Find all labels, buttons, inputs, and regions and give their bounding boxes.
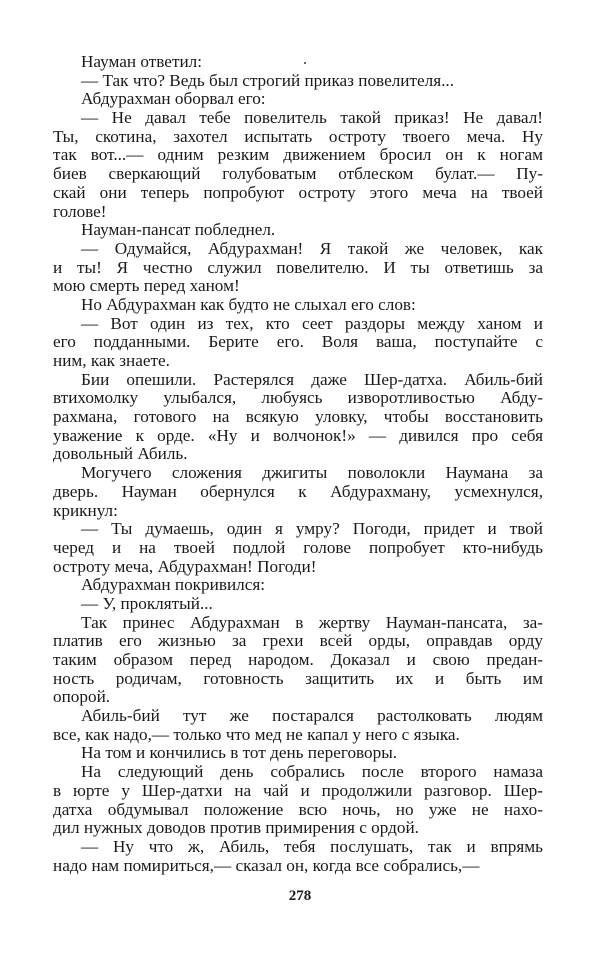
book-page-body xyxy=(53,53,543,875)
text-line: На том и кончились в тот день переговоры. xyxy=(81,743,398,763)
text-line: таким образом перед народом. Доказал и свою предан- xyxy=(53,650,543,669)
text-line: Абдурахман покривился: xyxy=(81,575,266,595)
text-line: — Одумайся, Абдурахман! Я такой же человек, как xyxy=(81,238,543,258)
text-line: — Ты думаешь, один я умру? Погоди, придет и твой xyxy=(81,519,543,539)
text-line: все, как надо,— только что мед не капал у него с языка. xyxy=(53,724,460,744)
text-line: мою смерть перед ханом! xyxy=(53,276,240,296)
text-line: дверь. Науман обернулся к Абдурахману, усмехнулся, xyxy=(53,481,543,501)
text-line: Могучего сложения джигиты поволокли Наумана за xyxy=(81,463,543,483)
text-line: скай они теперь попробуют остроту этого меча на твоей xyxy=(53,182,543,202)
text-line: — Не давал тебе повелитель такой приказ! Не давал! xyxy=(81,108,543,128)
text-line: — Вот один из тех, кто сеет раздоры между ханом и xyxy=(81,313,543,333)
text-line: так вот...— одним резким движением бросил он к ногам xyxy=(53,145,543,165)
text-line: датха обдумывал положение всю ночь, но уже не нахо- xyxy=(53,799,543,819)
text-line: — Ну что ж, Абиль, тебя послушать, так и впрямь xyxy=(81,836,543,856)
text-line: — Так что? Ведь был строгий приказ повелителя... xyxy=(81,70,454,90)
text-line: биев сверкающий голубоватым отблеском булат.— Пу- xyxy=(53,164,543,184)
text-line: крикнул: xyxy=(53,500,118,520)
text-line: Бии опешили. Растерялся даже Шер-датха. Абиль-бий xyxy=(81,369,543,389)
text-line: Абиль-бий тут же постарался растолковать людям xyxy=(81,706,543,726)
text-line: ность родичам, готовность защитить их и быть им xyxy=(53,668,543,688)
text-line: Науман-пансат побледнел. xyxy=(81,220,276,240)
text-line: уважение к орде. «Ну и волчонок!» — дивился про себя xyxy=(53,425,543,445)
text-line: опорой. xyxy=(53,687,111,707)
text-line: ним, как знаете. xyxy=(53,351,170,370)
page-number: 278 xyxy=(288,888,312,904)
text-line: его подданными. Берите его. Воля ваша, поступайте с xyxy=(53,332,543,352)
text-line: дил нужных доводов против примирения с ордой. xyxy=(53,818,419,838)
text-line: в юрте у Шер-датхи на чай и продолжили разговор. Шер- xyxy=(53,780,543,800)
text-line: Так принес Абдурахман в жертву Науман-пансата, за- xyxy=(81,612,543,632)
text-line: рахмана, готового на всякую уловку, чтобы восстановить xyxy=(53,407,543,427)
text-line: Ты, скотина, захотел испытать остроту твоего меча. Ну xyxy=(53,126,543,146)
text-line: Науман ответил: xyxy=(81,52,202,71)
text-line: довольный Абиль. xyxy=(53,444,188,464)
text-line: надо нам помириться,— сказал он, когда все собрались,— xyxy=(53,855,480,875)
text-line: Но Абдурахман как будто не слыхал его слов: xyxy=(81,294,416,314)
text-line: черед и на твоей подлой голове попробует кто-нибудь xyxy=(53,537,543,557)
text-line: — У, проклятый... xyxy=(81,593,213,613)
text-line: втихомолку улыбался, любуясь изворотливостью Абду- xyxy=(53,388,543,408)
text-line: На следующий день собрались после второго намаза xyxy=(81,762,543,782)
text-line: платив его жизнью за грехи всей орды, оправдав орду xyxy=(53,631,543,651)
text-line: голове! xyxy=(53,201,107,221)
text-line: остроту меча, Абдурахман! Погоди! xyxy=(53,556,317,576)
text-line: и ты! Я честно служил повелителю. И ты ответишь за xyxy=(53,257,543,277)
text-line: Абдурахман оборвал его: xyxy=(81,89,266,109)
